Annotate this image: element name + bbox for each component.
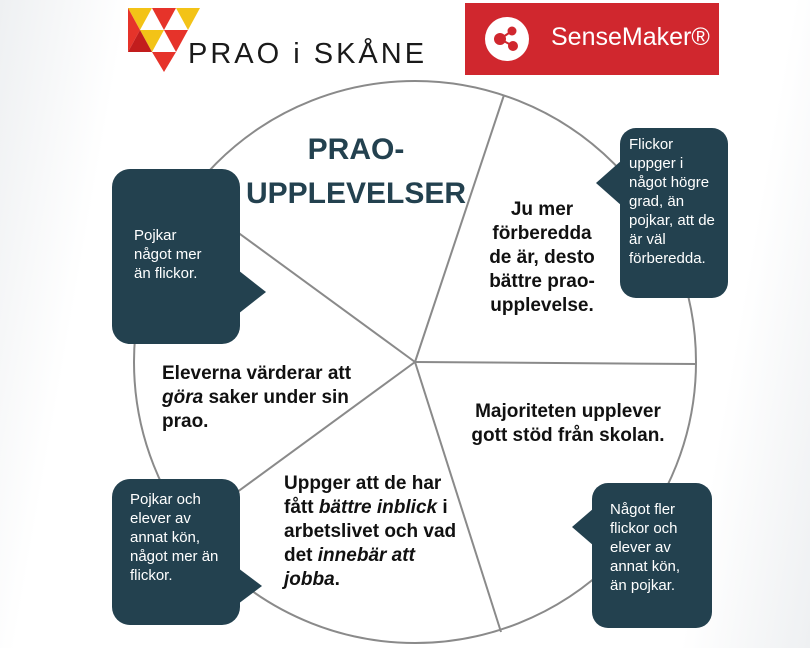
segment-preparation <box>482 198 602 318</box>
callout-line: än pojkar. <box>610 577 676 594</box>
segment-line: arbetslivet och vad <box>284 521 457 542</box>
callout-line: flickor och <box>610 520 678 537</box>
segment-line <box>284 496 484 520</box>
callout-line: något mer än <box>130 548 219 565</box>
segment-line: Ju mer <box>510 199 574 220</box>
segment-line: Uppger att de har <box>284 473 442 494</box>
callout-line: förberedda. <box>629 250 706 267</box>
callout-line: är väl <box>629 231 666 248</box>
callout-line: Pojkar <box>134 227 177 244</box>
segment-emphasis: bättre inblick <box>318 497 438 518</box>
segment-support <box>452 400 684 448</box>
segment-text: det <box>284 545 318 566</box>
segment-line: förberedda <box>492 223 592 244</box>
callout-line: Pojkar och <box>130 491 201 508</box>
callout-line: elever av <box>610 539 671 556</box>
segment-insight <box>284 472 484 592</box>
sensemaker-logo-text: SenseMaker® <box>551 23 710 51</box>
callout-line: annat kön, <box>610 558 681 575</box>
segment-line <box>284 568 484 592</box>
sensemaker-logo <box>465 3 719 75</box>
segment-emphasis: jobba <box>284 569 335 590</box>
callout-top-right-text <box>629 135 729 268</box>
callout-line: Flickor <box>629 136 674 153</box>
segment-text: i <box>437 497 448 518</box>
segment-emphasis: innebär att <box>317 545 415 566</box>
sensemaker-logo-icon <box>485 17 529 61</box>
callout-line: pojkar, att de <box>629 212 715 229</box>
callout-line: något mer <box>134 246 202 263</box>
segment-emphasis: göra <box>162 387 204 408</box>
segment-line: bättre prao- <box>489 271 595 292</box>
segment-doing <box>162 362 382 434</box>
segment-line: de är, desto <box>489 247 595 268</box>
segment-text: saker under sin <box>203 387 349 408</box>
segment-line: upplevelse. <box>490 295 594 316</box>
callout-line: Något fler <box>610 501 676 518</box>
segment-text: fått <box>284 497 319 518</box>
wheel-title-line: PRAO- <box>307 133 405 166</box>
callout-line: än flickor. <box>134 265 198 282</box>
callout-line: uppger i <box>629 155 684 172</box>
callout-bottom-right-text <box>610 500 710 595</box>
wheel-title <box>236 128 476 216</box>
prao-logo-text: PRAO i SKÅNE <box>188 38 428 70</box>
segment-text: . <box>334 569 340 590</box>
segment-line: gott stöd från skolan. <box>471 425 665 446</box>
callout-line: något högre <box>629 174 710 191</box>
segment-line: Majoriteten upplever <box>475 401 661 422</box>
callout-bottom-left-text <box>130 490 240 585</box>
callout-line: annat kön, <box>130 529 201 546</box>
callout-line: elever av <box>130 510 191 527</box>
segment-line <box>162 386 382 410</box>
segment-line: prao. <box>162 411 209 432</box>
segment-line <box>284 544 484 568</box>
callout-top-left-text <box>134 226 238 283</box>
segment-line: Eleverna värderar att <box>162 363 352 384</box>
callout-line: flickor. <box>130 567 173 584</box>
wheel-title-line: UPPLEVELSER <box>245 177 467 210</box>
callout-line: grad, än <box>629 193 685 210</box>
